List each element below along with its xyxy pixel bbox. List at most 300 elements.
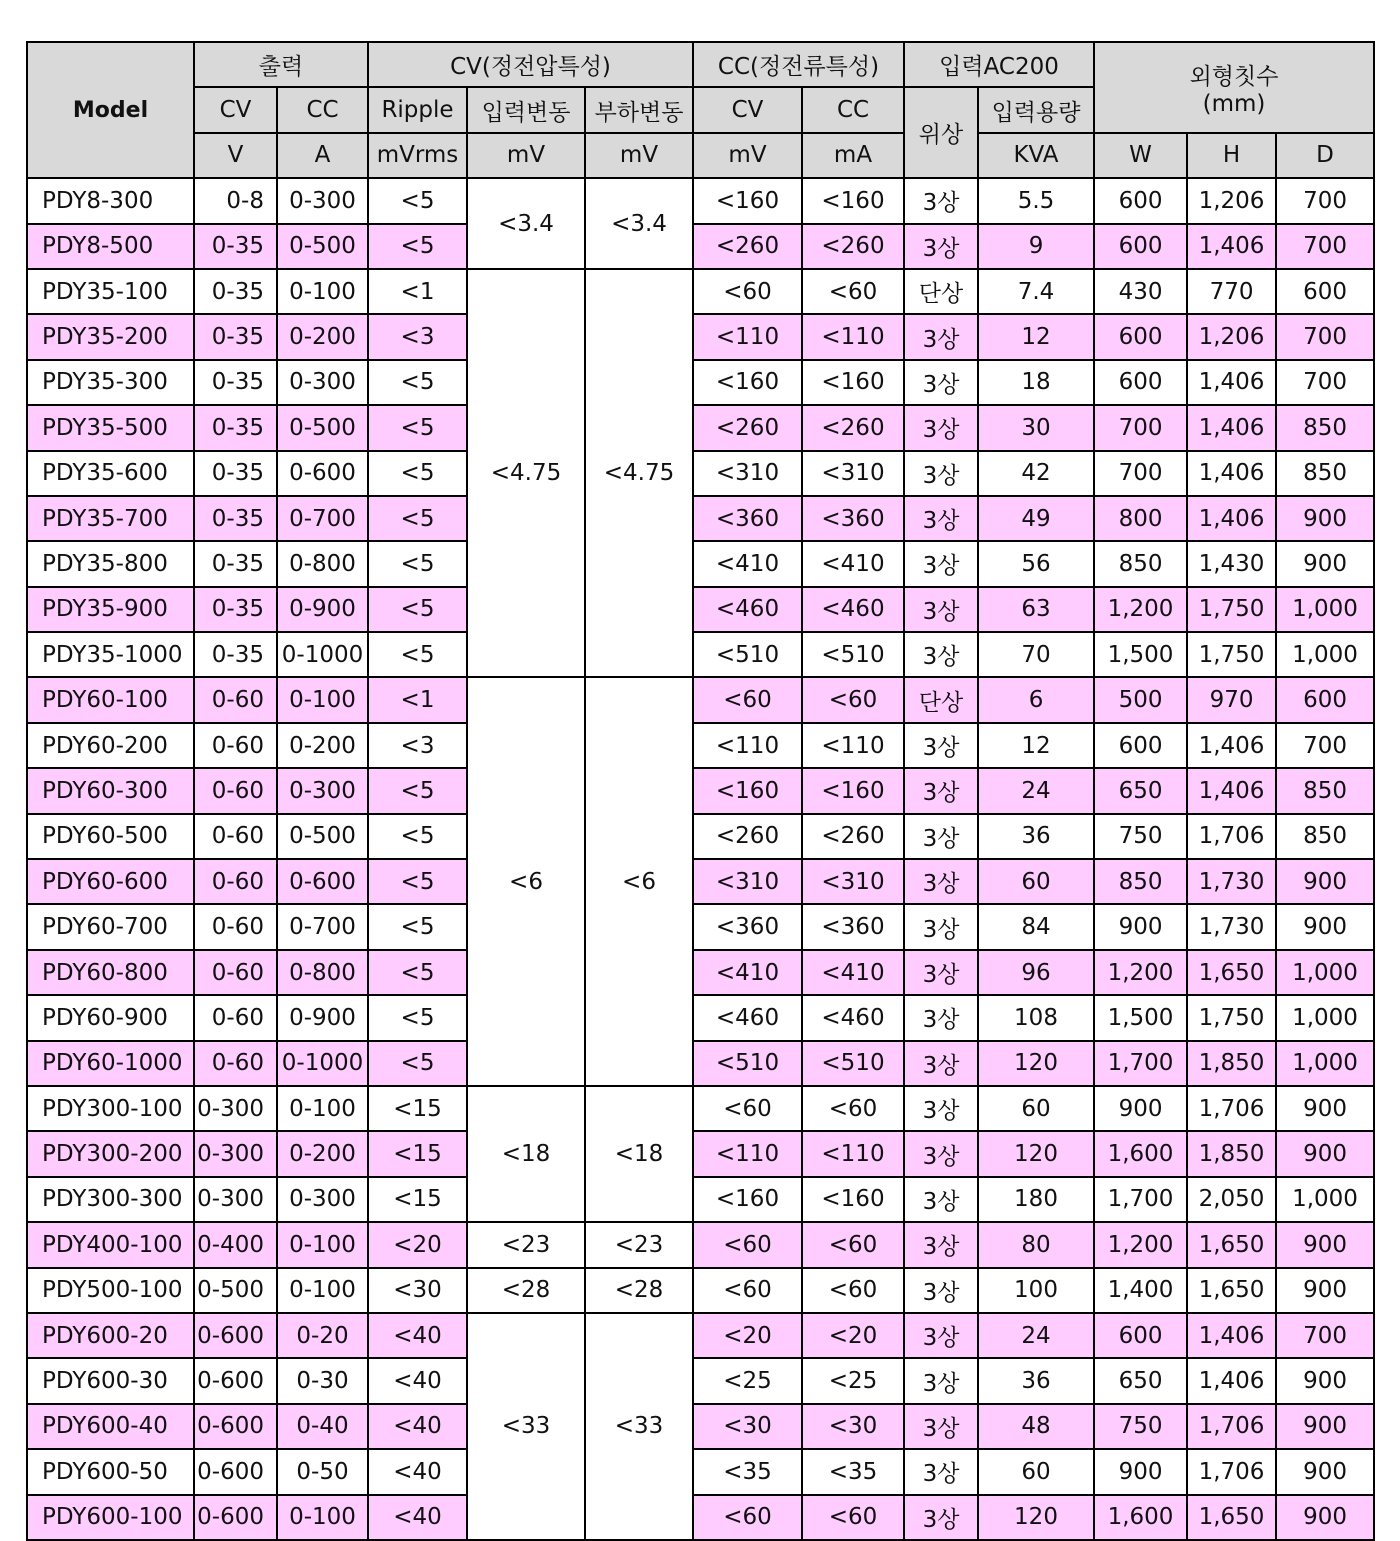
table-row — [27, 1131, 1374, 1176]
dim-d-cell: 850 — [1276, 451, 1374, 496]
cc-voltage-cell: <160 — [693, 178, 802, 223]
dim-d-cell: 600 — [1276, 677, 1374, 722]
output-current-cell: 0-300 — [277, 1177, 368, 1222]
model-cell: PDY300-300 — [27, 1177, 194, 1222]
cc-characteristics-header: CC(정전류특성) — [693, 42, 904, 87]
output-current-cell: 0-600 — [277, 451, 368, 496]
dim-h-cell: 1,706 — [1187, 1086, 1276, 1131]
cc-voltage-cell: <360 — [693, 904, 802, 949]
cc-current-cell: <20 — [802, 1313, 904, 1358]
dim-w-cell: 650 — [1094, 768, 1187, 813]
table-row — [27, 1086, 1374, 1131]
output-voltage-cell: 0-600 — [194, 1449, 277, 1494]
dim-d-cell: 700 — [1276, 723, 1374, 768]
dim-d-cell: 900 — [1276, 1268, 1374, 1313]
load-regulation-cell: <3.4 — [585, 178, 693, 269]
cc-current-cell: <110 — [802, 314, 904, 359]
output-current-cell: 0-100 — [277, 677, 368, 722]
table-row — [27, 1041, 1374, 1086]
table-row — [27, 859, 1374, 904]
output-voltage-cell: 0-600 — [194, 1313, 277, 1358]
line-regulation-cell: <23 — [467, 1222, 585, 1267]
output-header: 출력 — [194, 42, 368, 87]
dim-h-cell: 1,750 — [1187, 995, 1276, 1040]
ripple-cell: <5 — [368, 904, 467, 949]
dim-w-cell: 900 — [1094, 904, 1187, 949]
cc-current-cell: <310 — [802, 859, 904, 904]
model-cell: PDY300-100 — [27, 1086, 194, 1131]
output-current-cell: 0-300 — [277, 768, 368, 813]
model-cell: PDY60-100 — [27, 677, 194, 722]
output-voltage-cell: 0-60 — [194, 1041, 277, 1086]
input-kva-cell: 108 — [978, 995, 1094, 1040]
input-kva-cell: 6 — [978, 677, 1094, 722]
ripple-cell: <5 — [368, 768, 467, 813]
ripple-header: Ripple — [368, 87, 467, 132]
cc-voltage-cell: <110 — [693, 1131, 802, 1176]
ripple-cell: <5 — [368, 1041, 467, 1086]
cc-voltage-cell: <30 — [693, 1404, 802, 1449]
output-voltage-cell: 0-35 — [194, 496, 277, 541]
cc-current-cell: <260 — [802, 224, 904, 269]
ripple-cell: <5 — [368, 950, 467, 995]
output-current-cell: 0-800 — [277, 950, 368, 995]
dim-w-cell: 900 — [1094, 1086, 1187, 1131]
ripple-cell: <1 — [368, 677, 467, 722]
input-kva-cell: 36 — [978, 1358, 1094, 1403]
cc-voltage-cell: <160 — [693, 1177, 802, 1222]
dim-h-cell: 1,206 — [1187, 178, 1276, 223]
dim-w-cell: 1,400 — [1094, 1268, 1187, 1313]
table-row — [27, 723, 1374, 768]
phase-cell: 3상 — [904, 541, 978, 586]
dim-w-cell: 1,200 — [1094, 1222, 1187, 1267]
input-kva-cell: 180 — [978, 1177, 1094, 1222]
dim-h-cell: 1,850 — [1187, 1131, 1276, 1176]
output-current-cell: 0-200 — [277, 723, 368, 768]
dim-h-cell: 1,406 — [1187, 768, 1276, 813]
dim-w-cell: 700 — [1094, 405, 1187, 450]
header-row-3 — [27, 133, 1374, 178]
unit-v: V — [194, 133, 277, 178]
unit-kva: KVA — [978, 133, 1094, 178]
dim-h-cell: 1,730 — [1187, 904, 1276, 949]
phase-cell: 3상 — [904, 587, 978, 632]
input-kva-cell: 100 — [978, 1268, 1094, 1313]
output-voltage-cell: 0-600 — [194, 1358, 277, 1403]
model-cell: PDY8-300 — [27, 178, 194, 223]
line-regulation-cell: <3.4 — [467, 178, 585, 269]
output-cc-header: CC — [277, 87, 368, 132]
dim-h-cell: 1,650 — [1187, 1495, 1276, 1540]
output-voltage-cell: 0-60 — [194, 768, 277, 813]
model-cell: PDY400-100 — [27, 1222, 194, 1267]
model-cell: PDY600-20 — [27, 1313, 194, 1358]
table-row — [27, 1268, 1374, 1313]
cc-voltage-cell: <60 — [693, 677, 802, 722]
cc-voltage-cell: <60 — [693, 1495, 802, 1540]
dim-h-cell: 1,750 — [1187, 632, 1276, 677]
cc-voltage-cell: <510 — [693, 1041, 802, 1086]
table-row — [27, 360, 1374, 405]
ripple-cell: <5 — [368, 451, 467, 496]
output-current-cell: 0-100 — [277, 1222, 368, 1267]
dim-d-cell: 850 — [1276, 768, 1374, 813]
table-row — [27, 677, 1374, 722]
table-row — [27, 496, 1374, 541]
model-cell: PDY500-100 — [27, 1268, 194, 1313]
header-row-1 — [27, 42, 1374, 87]
ripple-cell: <5 — [368, 496, 467, 541]
line-regulation-cell: <33 — [467, 1313, 585, 1540]
phase-cell: 3상 — [904, 1131, 978, 1176]
cc-voltage-cell: <60 — [693, 269, 802, 314]
output-current-cell: 0-700 — [277, 496, 368, 541]
dim-h-cell: 1,406 — [1187, 496, 1276, 541]
cc-current-cell: <60 — [802, 1086, 904, 1131]
output-voltage-cell: 0-60 — [194, 677, 277, 722]
table-row — [27, 814, 1374, 859]
cc-voltage-cell: <60 — [693, 1268, 802, 1313]
model-cell: PDY60-500 — [27, 814, 194, 859]
dim-d-cell: 900 — [1276, 1495, 1374, 1540]
output-current-cell: 0-800 — [277, 541, 368, 586]
table-row — [27, 1177, 1374, 1222]
cc-voltage-cell: <460 — [693, 587, 802, 632]
dim-w-cell: 1,500 — [1094, 995, 1187, 1040]
dim-h-cell: 970 — [1187, 677, 1276, 722]
table-row — [27, 632, 1374, 677]
ripple-cell: <15 — [368, 1131, 467, 1176]
input-kva-cell: 120 — [978, 1041, 1094, 1086]
model-cell: PDY60-300 — [27, 768, 194, 813]
dim-h-cell: 1,750 — [1187, 587, 1276, 632]
input-kva-cell: 18 — [978, 360, 1094, 405]
dim-w-cell: 1,600 — [1094, 1495, 1187, 1540]
phase-cell: 3상 — [904, 1313, 978, 1358]
dim-d-cell: 900 — [1276, 859, 1374, 904]
input-kva-cell: 12 — [978, 314, 1094, 359]
unit-a: A — [277, 133, 368, 178]
phase-cell: 3상 — [904, 1041, 978, 1086]
cc-voltage-cell: <60 — [693, 1086, 802, 1131]
table-row — [27, 451, 1374, 496]
phase-cell: 3상 — [904, 1404, 978, 1449]
dim-w-cell: 600 — [1094, 723, 1187, 768]
dim-h-cell: 1,206 — [1187, 314, 1276, 359]
output-voltage-cell: 0-35 — [194, 314, 277, 359]
dim-h-cell: 1,406 — [1187, 451, 1276, 496]
output-voltage-cell: 0-600 — [194, 1495, 277, 1540]
model-cell: PDY60-600 — [27, 859, 194, 904]
input-kva-cell: 56 — [978, 541, 1094, 586]
input-kva-cell: 5.5 — [978, 178, 1094, 223]
dim-w-cell: 1,200 — [1094, 950, 1187, 995]
output-voltage-cell: 0-35 — [194, 224, 277, 269]
table-row — [27, 1313, 1374, 1358]
dim-h-cell: 1,706 — [1187, 1404, 1276, 1449]
input-kva-cell: 9 — [978, 224, 1094, 269]
ripple-cell: <5 — [368, 632, 467, 677]
table-row — [27, 904, 1374, 949]
input-kva-cell: 84 — [978, 904, 1094, 949]
dim-w-cell: 1,700 — [1094, 1177, 1187, 1222]
output-voltage-cell: 0-60 — [194, 904, 277, 949]
phase-cell: 3상 — [904, 904, 978, 949]
cc-voltage-cell: <410 — [693, 950, 802, 995]
ripple-cell: <5 — [368, 360, 467, 405]
cc-voltage-cell: <510 — [693, 632, 802, 677]
cc-current-cell: <410 — [802, 541, 904, 586]
ripple-cell: <20 — [368, 1222, 467, 1267]
dim-h-cell: 1,650 — [1187, 1222, 1276, 1267]
phase-cell: 3상 — [904, 224, 978, 269]
input-kva-cell: 60 — [978, 1449, 1094, 1494]
model-cell: PDY60-1000 — [27, 1041, 194, 1086]
cc-voltage-cell: <310 — [693, 859, 802, 904]
ripple-cell: <15 — [368, 1177, 467, 1222]
phase-cell: 3상 — [904, 178, 978, 223]
output-voltage-cell: 0-500 — [194, 1268, 277, 1313]
line-regulation-cell: <6 — [467, 677, 585, 1086]
output-voltage-cell: 0-35 — [194, 269, 277, 314]
dimensions-unit: (mm) — [1202, 90, 1266, 117]
dim-d-cell: 700 — [1276, 360, 1374, 405]
cc-current-cell: <60 — [802, 1268, 904, 1313]
model-cell: PDY35-900 — [27, 587, 194, 632]
table-row — [27, 1495, 1374, 1540]
cc-current-cell: <260 — [802, 814, 904, 859]
load-regulation-cell: <28 — [585, 1268, 693, 1313]
dim-h-cell: 1,406 — [1187, 360, 1276, 405]
cc-voltage-cell: <260 — [693, 814, 802, 859]
dim-w-cell: 1,600 — [1094, 1131, 1187, 1176]
ripple-cell: <40 — [368, 1495, 467, 1540]
phase-cell: 3상 — [904, 632, 978, 677]
ripple-cell: <5 — [368, 587, 467, 632]
cc-cc-header: CC — [802, 87, 904, 132]
output-current-cell: 0-100 — [277, 1268, 368, 1313]
model-cell: PDY600-30 — [27, 1358, 194, 1403]
input-kva-cell: 120 — [978, 1495, 1094, 1540]
ripple-cell: <40 — [368, 1404, 467, 1449]
table-row — [27, 178, 1374, 223]
dim-h-cell: 1,650 — [1187, 1268, 1276, 1313]
output-current-cell: 0-1000 — [277, 632, 368, 677]
line-regulation-header: 입력변동 — [467, 87, 585, 132]
cc-current-cell: <110 — [802, 1131, 904, 1176]
dim-h-cell: 1,430 — [1187, 541, 1276, 586]
output-voltage-cell: 0-600 — [194, 1404, 277, 1449]
cc-current-cell: <460 — [802, 587, 904, 632]
phase-cell: 3상 — [904, 360, 978, 405]
dim-d-cell: 850 — [1276, 814, 1374, 859]
cc-current-cell: <160 — [802, 768, 904, 813]
cc-current-cell: <260 — [802, 405, 904, 450]
dim-w-cell: 850 — [1094, 859, 1187, 904]
ripple-cell: <5 — [368, 541, 467, 586]
output-current-cell: 0-300 — [277, 360, 368, 405]
table-row — [27, 1449, 1374, 1494]
ripple-cell: <15 — [368, 1086, 467, 1131]
load-regulation-cell: <33 — [585, 1313, 693, 1540]
dim-d-cell: 700 — [1276, 1313, 1374, 1358]
model-cell: PDY60-900 — [27, 995, 194, 1040]
input-kva-cell: 49 — [978, 496, 1094, 541]
model-cell: PDY600-40 — [27, 1404, 194, 1449]
output-current-cell: 0-200 — [277, 314, 368, 359]
phase-cell: 3상 — [904, 1086, 978, 1131]
phase-cell: 3상 — [904, 723, 978, 768]
cc-current-cell: <310 — [802, 451, 904, 496]
output-current-cell: 0-600 — [277, 859, 368, 904]
cc-voltage-cell: <410 — [693, 541, 802, 586]
cc-current-cell: <60 — [802, 1222, 904, 1267]
unit-cc-ma: mA — [802, 133, 904, 178]
unit-load-mv: mV — [585, 133, 693, 178]
dim-d-cell: 1,000 — [1276, 995, 1374, 1040]
dim-d-cell: 900 — [1276, 1222, 1374, 1267]
dim-w-cell: 750 — [1094, 1404, 1187, 1449]
dim-d-cell: 1,000 — [1276, 1177, 1374, 1222]
load-regulation-cell: <23 — [585, 1222, 693, 1267]
dim-h-cell: 1,706 — [1187, 1449, 1276, 1494]
input-kva-cell: 60 — [978, 859, 1094, 904]
input-kva-cell: 36 — [978, 814, 1094, 859]
dim-w-cell: 600 — [1094, 224, 1187, 269]
model-cell: PDY60-200 — [27, 723, 194, 768]
cc-voltage-cell: <310 — [693, 451, 802, 496]
table-row — [27, 1358, 1374, 1403]
cc-current-cell: <410 — [802, 950, 904, 995]
output-voltage-cell: 0-35 — [194, 405, 277, 450]
model-cell: PDY60-800 — [27, 950, 194, 995]
dim-h-cell: 1,406 — [1187, 1358, 1276, 1403]
output-voltage-cell: 0-35 — [194, 632, 277, 677]
output-current-cell: 0-100 — [277, 269, 368, 314]
output-current-cell: 0-100 — [277, 1086, 368, 1131]
line-regulation-cell: <28 — [467, 1268, 585, 1313]
model-cell: PDY600-100 — [27, 1495, 194, 1540]
phase-cell: 단상 — [904, 677, 978, 722]
dim-d-cell: 1,000 — [1276, 1041, 1374, 1086]
cc-voltage-cell: <360 — [693, 496, 802, 541]
output-current-cell: 0-700 — [277, 904, 368, 949]
dim-h-cell: 1,850 — [1187, 1041, 1276, 1086]
output-current-cell: 0-500 — [277, 224, 368, 269]
cc-current-cell: <160 — [802, 1177, 904, 1222]
dim-d-cell: 900 — [1276, 1449, 1374, 1494]
dim-d-cell: 700 — [1276, 314, 1374, 359]
model-cell: PDY35-800 — [27, 541, 194, 586]
input-kva-cell: 48 — [978, 1404, 1094, 1449]
model-cell: PDY35-600 — [27, 451, 194, 496]
cc-voltage-cell: <260 — [693, 405, 802, 450]
input-kva-cell: 30 — [978, 405, 1094, 450]
cc-current-cell: <110 — [802, 723, 904, 768]
model-header: Model — [27, 42, 194, 178]
dim-w-cell: 1,200 — [1094, 587, 1187, 632]
input-kva-cell: 24 — [978, 1313, 1094, 1358]
cc-voltage-cell: <460 — [693, 995, 802, 1040]
output-current-cell: 0-30 — [277, 1358, 368, 1403]
dim-w-cell: 1,700 — [1094, 1041, 1187, 1086]
phase-cell: 3상 — [904, 1358, 978, 1403]
cc-current-cell: <60 — [802, 677, 904, 722]
phase-cell: 3상 — [904, 1268, 978, 1313]
dim-w-cell: 500 — [1094, 677, 1187, 722]
ripple-cell: <30 — [368, 1268, 467, 1313]
output-voltage-cell: 0-300 — [194, 1177, 277, 1222]
output-current-cell: 0-1000 — [277, 1041, 368, 1086]
cc-current-cell: <460 — [802, 995, 904, 1040]
phase-cell: 3상 — [904, 451, 978, 496]
cc-voltage-cell: <25 — [693, 1358, 802, 1403]
output-current-cell: 0-100 — [277, 1495, 368, 1540]
cc-voltage-cell: <260 — [693, 224, 802, 269]
input-kva-cell: 12 — [978, 723, 1094, 768]
table-row — [27, 995, 1374, 1040]
ripple-cell: <5 — [368, 224, 467, 269]
output-current-cell: 0-40 — [277, 1404, 368, 1449]
input-kva-cell: 7.4 — [978, 269, 1094, 314]
ripple-cell: <5 — [368, 405, 467, 450]
dim-h-cell: 1,650 — [1187, 950, 1276, 995]
unit-mvrms: mVrms — [368, 133, 467, 178]
output-voltage-cell: 0-300 — [194, 1086, 277, 1131]
model-cell: PDY300-200 — [27, 1131, 194, 1176]
phase-cell: 3상 — [904, 1177, 978, 1222]
ripple-cell: <40 — [368, 1313, 467, 1358]
phase-cell: 3상 — [904, 1495, 978, 1540]
output-current-cell: 0-200 — [277, 1131, 368, 1176]
ripple-cell: <3 — [368, 723, 467, 768]
line-regulation-cell: <18 — [467, 1086, 585, 1222]
cc-current-cell: <25 — [802, 1358, 904, 1403]
model-cell: PDY35-1000 — [27, 632, 194, 677]
dim-w-cell: 800 — [1094, 496, 1187, 541]
cc-voltage-cell: <160 — [693, 768, 802, 813]
phase-cell: 3상 — [904, 314, 978, 359]
dimensions-title: 외형칫수 — [1189, 63, 1279, 90]
dim-d-cell: 900 — [1276, 1358, 1374, 1403]
dim-d-cell: 900 — [1276, 1086, 1374, 1131]
cc-current-cell: <160 — [802, 178, 904, 223]
dim-w-cell: 600 — [1094, 1313, 1187, 1358]
table-row — [27, 314, 1374, 359]
dim-d-header: D — [1276, 133, 1374, 178]
input-ac200-header: 입력AC200 — [904, 42, 1094, 87]
input-kva-cell: 96 — [978, 950, 1094, 995]
cc-current-cell: <360 — [802, 904, 904, 949]
table-row — [27, 950, 1374, 995]
dim-d-cell: 700 — [1276, 224, 1374, 269]
input-kva-cell: 80 — [978, 1222, 1094, 1267]
table-row — [27, 768, 1374, 813]
output-voltage-cell: 0-60 — [194, 859, 277, 904]
dim-d-cell: 900 — [1276, 496, 1374, 541]
load-regulation-cell: <6 — [585, 677, 693, 1086]
cc-cv-header: CV — [693, 87, 802, 132]
output-current-cell: 0-20 — [277, 1313, 368, 1358]
phase-header: 위상 — [904, 87, 978, 178]
cc-current-cell: <510 — [802, 1041, 904, 1086]
output-voltage-cell: 0-60 — [194, 723, 277, 768]
dim-d-cell: 1,000 — [1276, 950, 1374, 995]
dim-w-cell: 600 — [1094, 360, 1187, 405]
output-cv-header: CV — [194, 87, 277, 132]
dim-h-cell: 1,706 — [1187, 814, 1276, 859]
